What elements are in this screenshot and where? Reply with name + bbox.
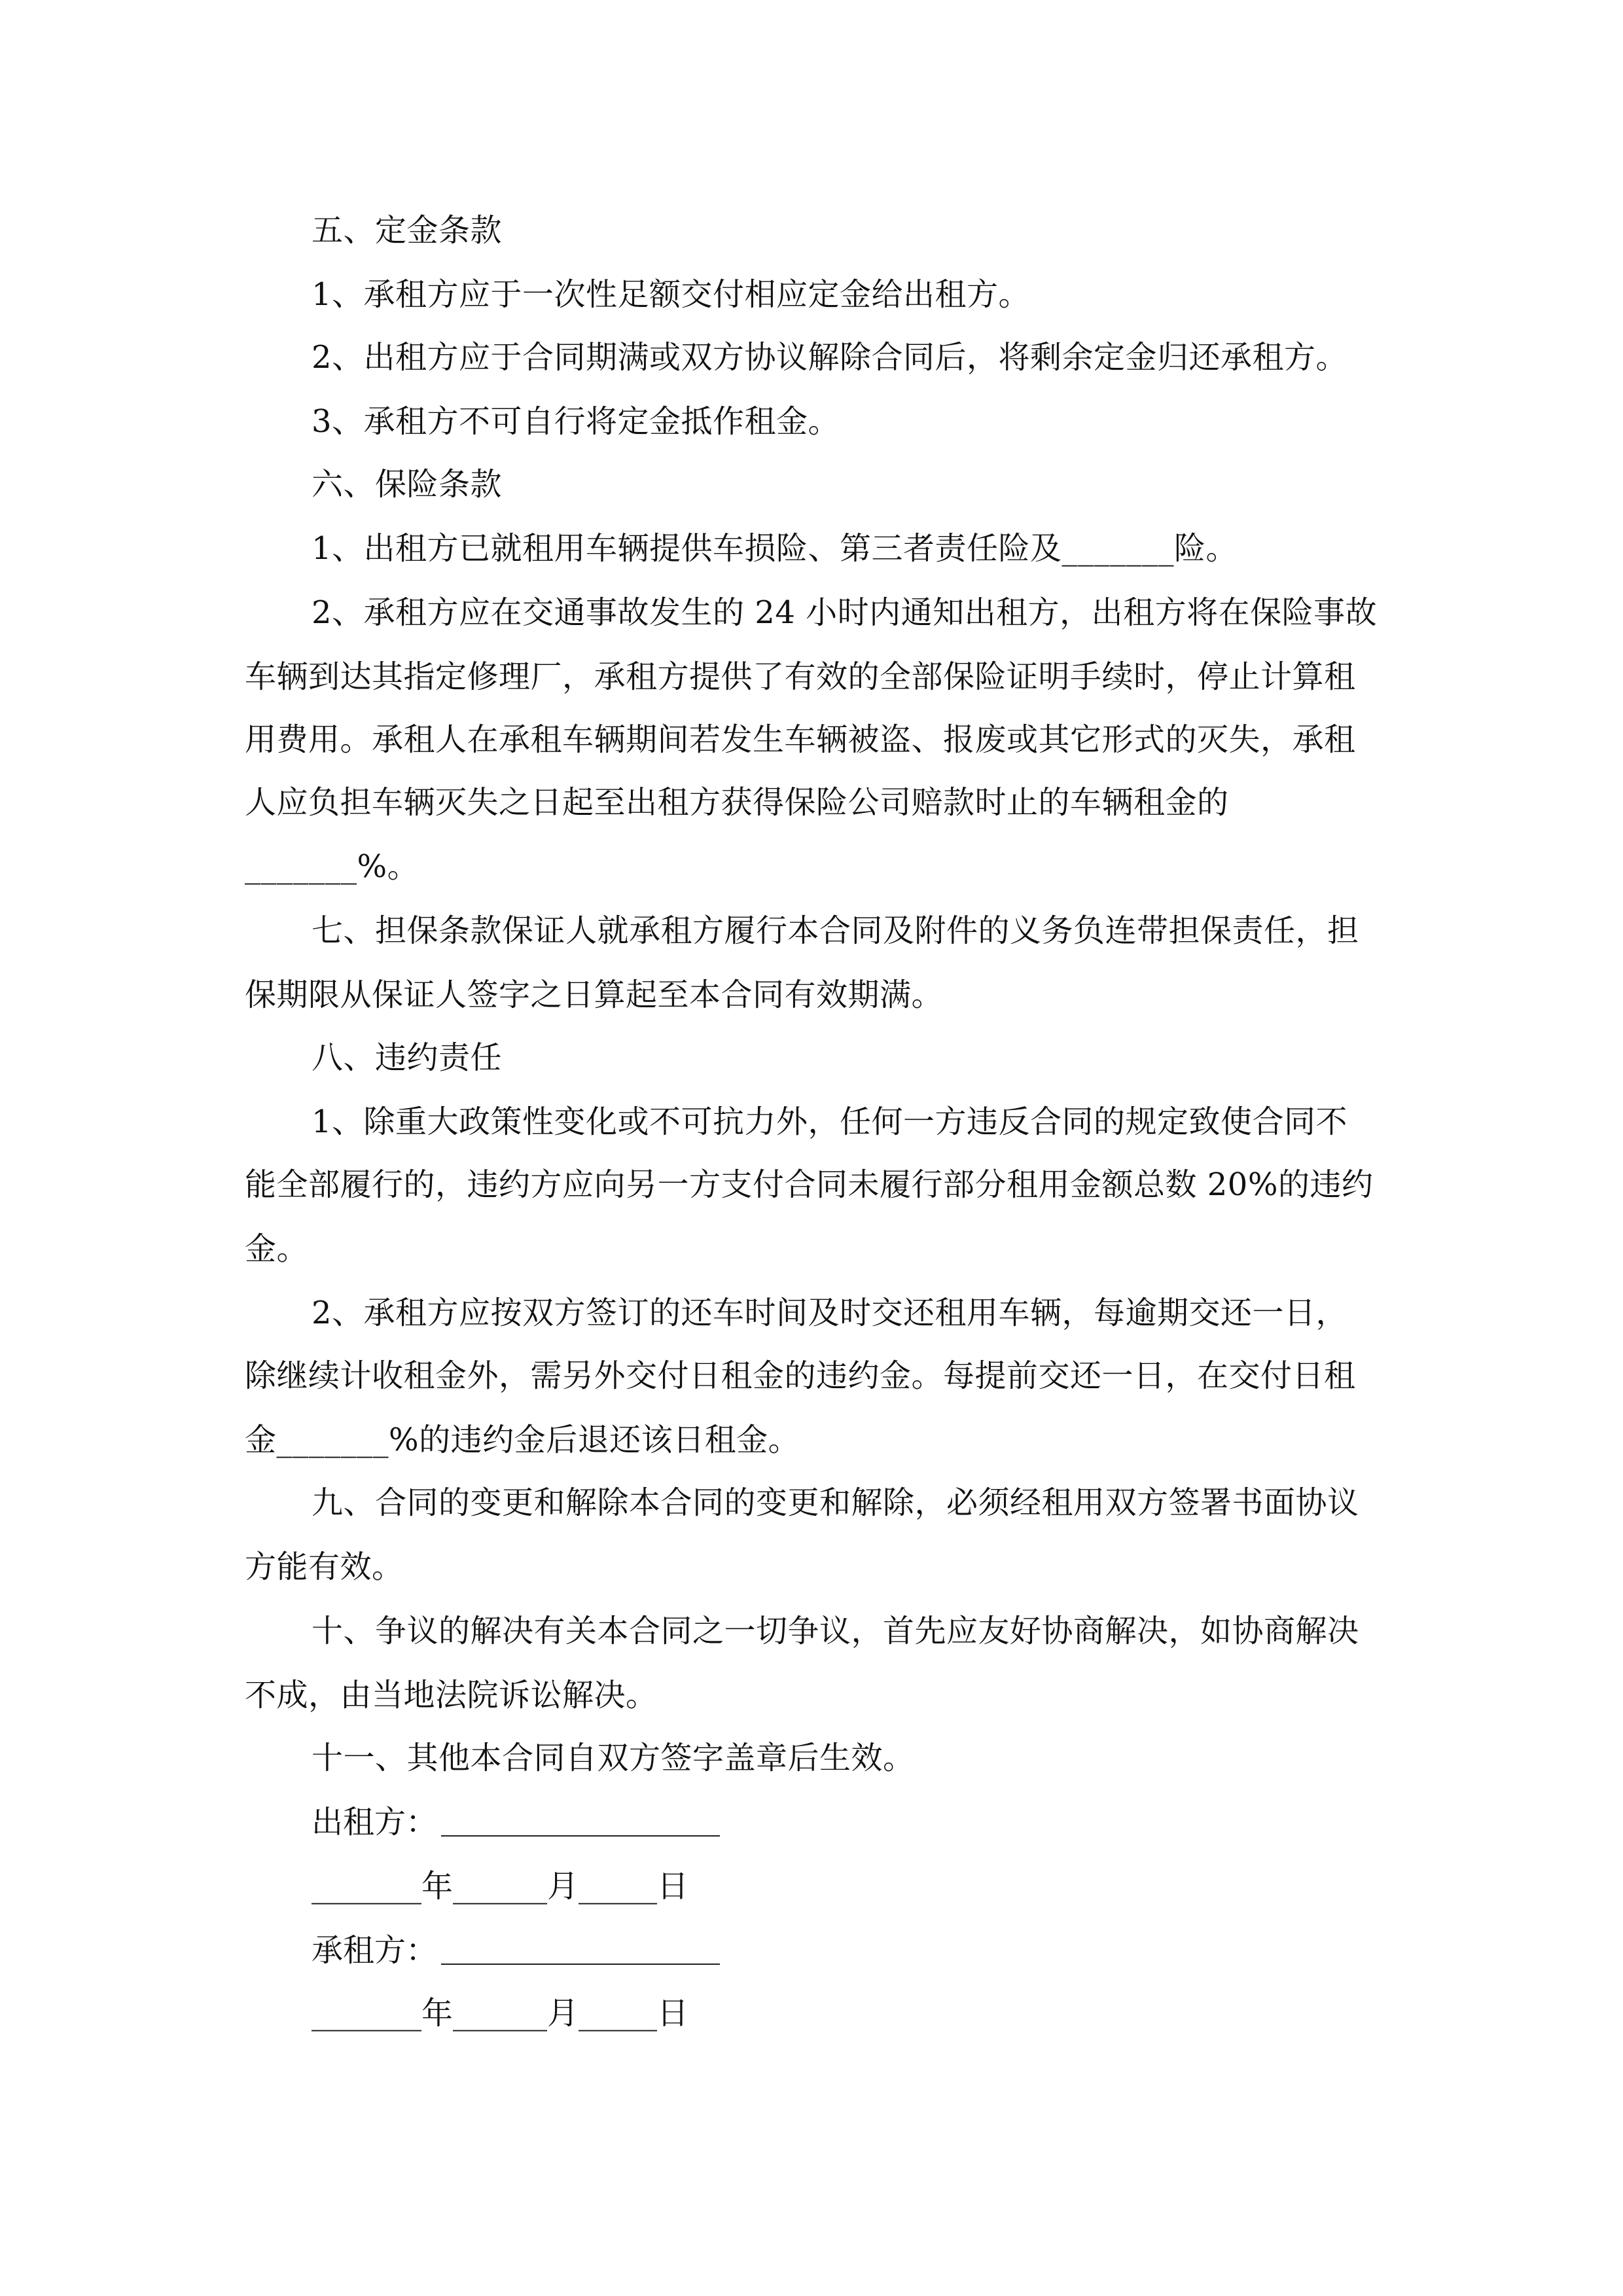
paragraph-line: 能全部履行的，违约方应向另一方支付合同未履行部分租用金额总数 20%的违约	[245, 1166, 1374, 1203]
lessor-label: 出租方：	[312, 1804, 438, 1840]
lessee-label: 承租方：	[312, 1932, 438, 1969]
section-heading-liability: 八、违约责任	[312, 1039, 503, 1076]
paragraph-line: 用费用。承租人在承租车辆期间若发生车辆被盗、报废或其它形式的灭失，承租	[245, 721, 1356, 758]
lessor-signature-field[interactable]	[441, 1835, 720, 1837]
paragraph-line: 2、出租方应于合同期满或双方协议解除合同后，将剩余定金归还承租方。	[312, 339, 1348, 376]
paragraph-line: 保期限从保证人签字之日算起至本合同有效期满。	[245, 977, 944, 1013]
section-heading-insurance: 六、保险条款	[312, 466, 503, 503]
paragraph-line: 金。	[245, 1230, 309, 1267]
paragraph-line: 不成，由当地法院诉讼解决。	[245, 1677, 658, 1713]
paragraph-line: 2、承租方应在交通事故发生的 24 小时内通知出租方，出租方将在保险事故	[312, 594, 1378, 631]
paragraph-line: 1、出租方已就租用车辆提供车损险、第三者责任险及_______险。	[312, 530, 1238, 567]
section-heading-other: 十一、其他本合同自双方签字盖章后生效。	[312, 1740, 915, 1776]
paragraph-line: 车辆到达其指定修理厂，承租方提供了有效的全部保险证明手续时，停止计算租	[245, 658, 1356, 695]
section-heading-guarantee: 七、担保条款保证人就承租方履行本合同及附件的义务负连带担保责任，担	[312, 912, 1359, 949]
lessor-date: _______年______月_____日	[312, 1868, 689, 1905]
paragraph-line: 1、承租方应于一次性足额交付相应定金给出租方。	[312, 276, 1031, 313]
section-heading-amendment: 九、合同的变更和解除本合同的变更和解除，必须经租用双方签署书面协议	[312, 1484, 1359, 1521]
paragraph-line: 方能有效。	[245, 1549, 404, 1585]
paragraph-line: 人应负担车辆灭失之日起至出租方获得保险公司赔款时止的车辆租金的	[245, 784, 1229, 821]
paragraph-line: 3、承租方不可自行将定金抵作租金。	[312, 403, 840, 440]
paragraph-line: _______%。	[245, 848, 419, 885]
paragraph-line: 除继续计收租金外，需另外交付日租金的违约金。每提前交还一日，在交付日租	[245, 1357, 1356, 1394]
section-heading-dispute: 十、争议的解决有关本合同之一切争议，首先应友好协商解决，如协商解决	[312, 1613, 1359, 1649]
lessee-date: _______年______月_____日	[312, 1995, 689, 2032]
paragraph-line: 2、承租方应按双方签订的还车时间及时交还租用车辆，每逾期交还一日，	[312, 1295, 1348, 1331]
paragraph-line: 1、除重大政策性变化或不可抗力外，任何一方违反合同的规定致使合同不	[312, 1103, 1348, 1140]
section-heading-deposit: 五、定金条款	[312, 212, 503, 249]
lessee-signature-field[interactable]	[441, 1964, 720, 1965]
paragraph-line: 金_______%的违约金后退还该日租金。	[245, 1422, 800, 1458]
